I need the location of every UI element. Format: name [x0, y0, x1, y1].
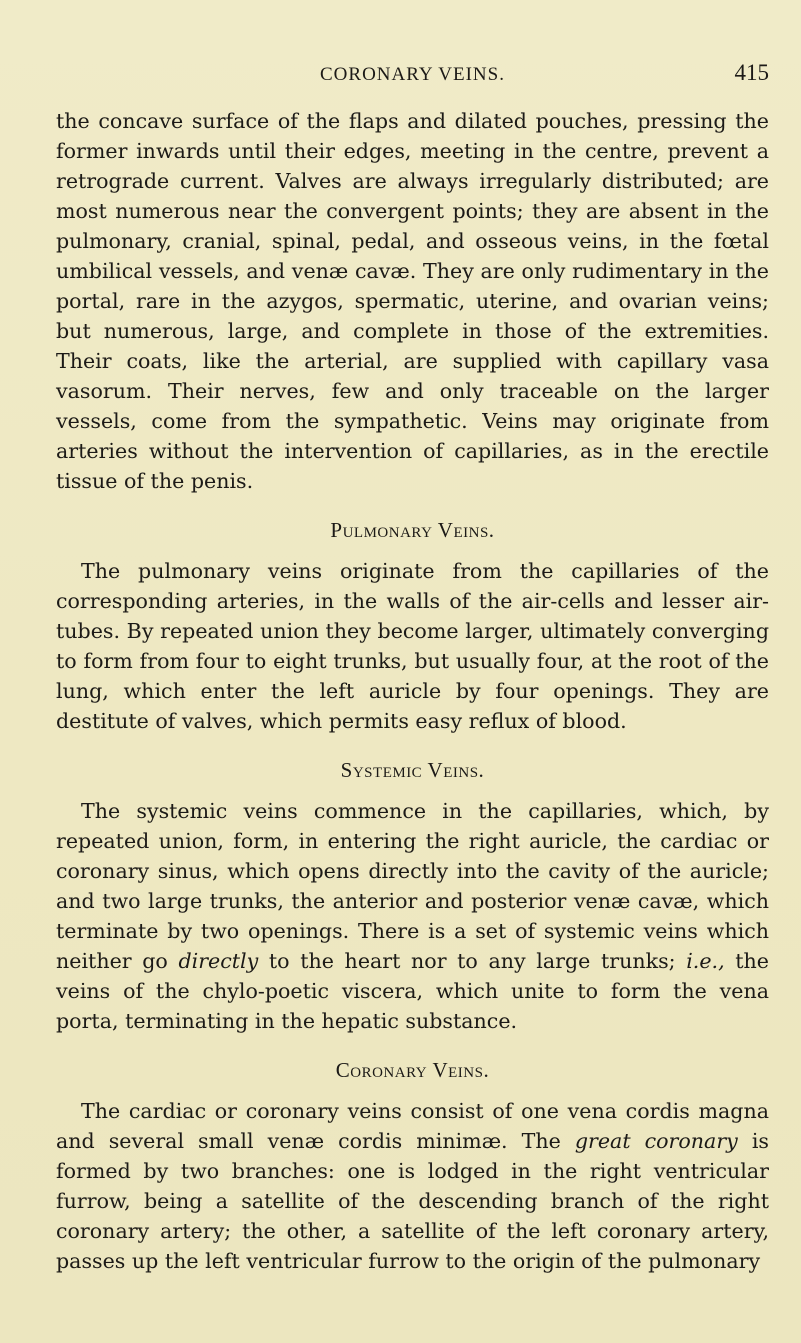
coronary-text-2: is formed by two branches: one is lodged in the right ventricular furrow, being a satellite of the descending branch of the right coronary artery; the other, a satellite of the left coronary artery, passes up the left ventricular furrow to the origin of the pulmonary — [56, 1129, 769, 1273]
heading-systemic-veins: Systemic Veins. — [340, 758, 485, 782]
systemic-abbrev-ie: i.e., — [686, 949, 725, 973]
systemic-text-3: the veins of the chylo-poetic viscera, which unite to form the vena porta, terminating in the hepatic substance. — [56, 949, 769, 1033]
paragraph-coronary-veins — [56, 1096, 769, 1276]
coronary-text-1: The cardiac or coronary veins consist of one vena cordis magna and several small venæ cordis minimæ. The — [56, 1099, 769, 1153]
paragraph-valves: the concave surface of the flaps and dilated pouches, pressing the former inwards until their edges, meeting in the centre, prevent a retrograde current. Valves are always irregularly distributed; are most numerous near the convergent points; they are absent in the pulmonary, cranial, spinal, pedal, and osseous veins, in the fœtal umbilical vessels, and venæ cavæ. They are only rudimentary in the portal, rare in the azygos, spermatic, uterine, and ovarian veins; but numerous, large, and complete in those of the extremities. Their coats, like the arterial, are supplied with capillary vasa vasorum. Their nerves, few and only traceable on the larger vessels, come from the sympathetic. Veins may originate from arteries without the intervention of capillaries, as in the erectile tissue of the penis. — [56, 109, 769, 493]
running-title: CORONARY VEINS. — [320, 64, 505, 85]
running-header — [56, 60, 769, 92]
systemic-text-2: to the heart nor to any large trunks; — [258, 949, 687, 973]
page-number: 415 — [734, 60, 769, 85]
coronary-emphasis-great-coronary: great coronary — [574, 1129, 738, 1153]
paragraph-pulmonary-veins: The pulmonary veins originate from the capillaries of the corresponding arteries, in the walls of the air-cells and lesser air-tubes. By repeated union they become larger, ultimately converging to form from four to eight trunks, but usually four, at the root of the lung, which enter the left auricle by four openings. They are destitute of valves, which permits easy reflux of blood. — [56, 559, 769, 733]
systemic-text-1: The systemic veins commence in the capillaries, which, by repeated union, form, in entering the right auricle, the cardiac or coronary sinus, which opens directly into the cavity of the auricle; and two large trunks, the anterior and posterior venæ cavæ, which terminate by two openings. There is a set of systemic veins which neither go — [56, 799, 769, 973]
heading-pulmonary-veins: Pulmonary Veins. — [330, 518, 495, 542]
body-text — [56, 106, 769, 1276]
systemic-emphasis-directly: directly — [178, 949, 259, 973]
heading-coronary-veins: Coronary Veins. — [335, 1058, 490, 1082]
paragraph-systemic-veins — [56, 796, 769, 1036]
